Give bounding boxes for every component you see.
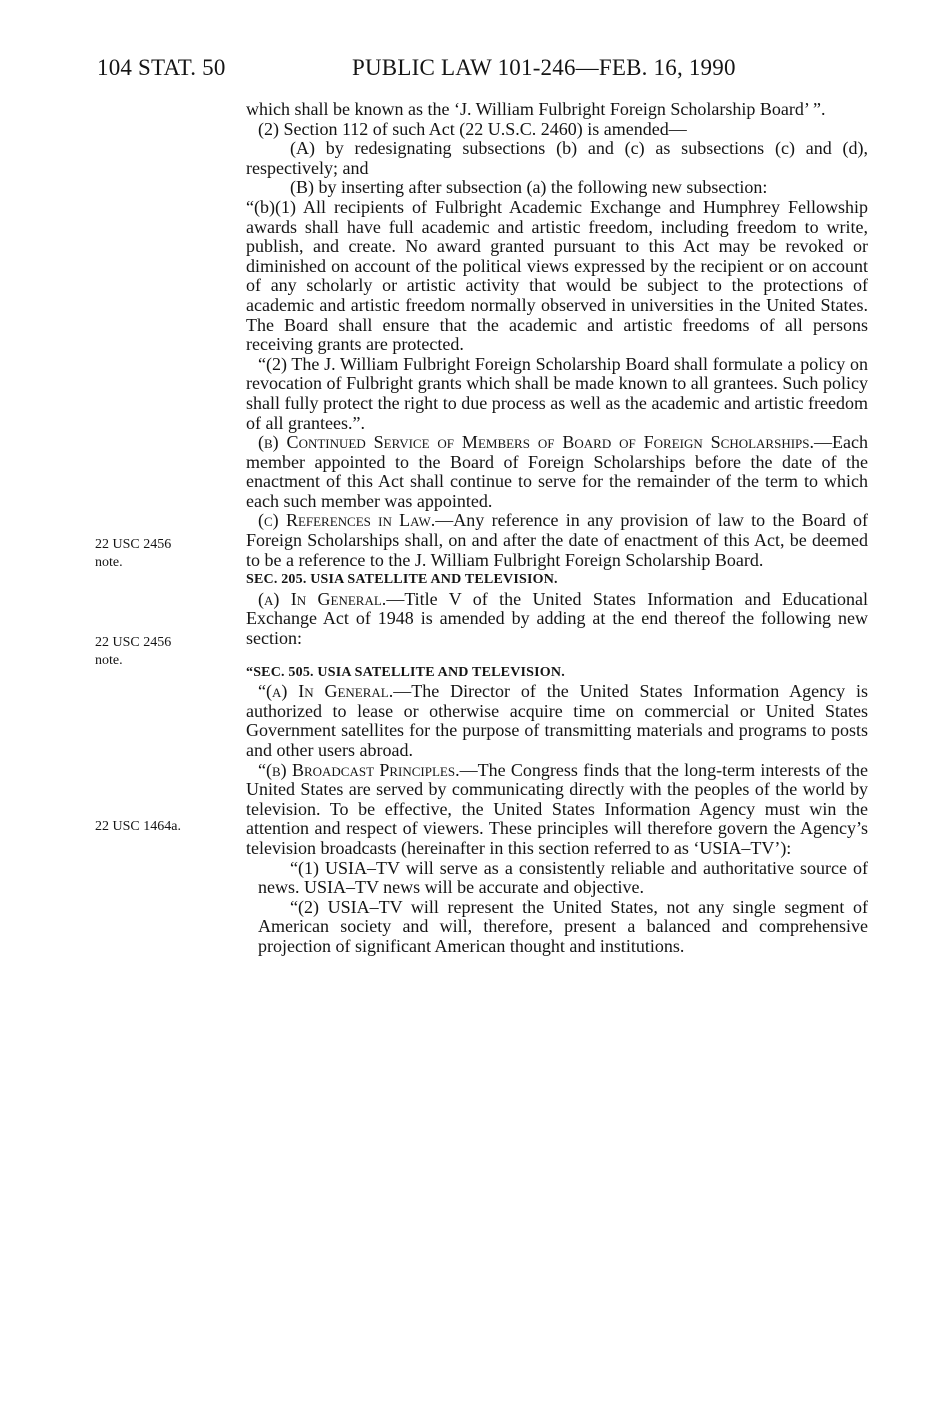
section-heading: SEC. 205. USIA SATELLITE AND TELEVISION. [246, 572, 558, 588]
statute-page-number: 104 STAT. 50 [97, 55, 226, 80]
margin-note-label: note. [95, 653, 123, 668]
paragraph [246, 682, 868, 760]
paragraph: “(2) The J. William Fulbright Foreign Scholarship Board shall formulate a policy on revocation of Fulbright grants which shall be made known to all grantees. Such policy shall fully protect the right to due process as well as the academic and artistic freedom of all grantees.”. [246, 353, 868, 433]
subsection-text: —Any reference in any provision of law to the Board of Foreign Scholarships shall, on and after the date of enactment of this Act, be deemed to be a reference to the J. William Fulbright Foreign Scholarship Board. [246, 510, 868, 570]
subsection-text: —Title V of the United States Information and Educational Exchange Act of 1948 is amended by adding at the end thereof the following new section: [246, 588, 869, 649]
paragraph: “(b)(1) All recipients of Fulbright Academic Exchange and Humphrey Fellowship awards shall have full academic and artistic freedom, including freedom to write, publish, and create. No award granted pursuant to this Act may be revoked or diminished on account of the political views expressed by the recipient or on account of any scholarly or artistic activity that would be subject to the protections of academic and artistic freedom normally observed in universities in the United States. The Board shall ensure that the academic and artistic freedoms of all persons receiving grants are protected. [246, 196, 868, 355]
margin-note-citation: 22 USC 2456 [95, 537, 172, 552]
page-title: PUBLIC LAW 101-246—FEB. 16, 1990 [352, 55, 736, 80]
margin-note [95, 634, 225, 670]
margin-note-citation: 22 USC 2456 [95, 635, 172, 650]
subsection-heading: (b) Continued Service of Members of Board of Foreign Scholarships. [258, 432, 815, 453]
paragraph [246, 590, 868, 649]
paragraph: “(1) USIA–TV will serve as a consistently reliable and authoritative source of news. USIA–TV news will be accurate and objective. [258, 857, 868, 898]
subsection-heading: (c) References in Law. [258, 510, 436, 531]
subsection-text: —Each member appointed to the Board of Foreign Scholarships before the date of the enactment of this Act shall continue to serve for the remainder of the term to which each such member was appointed. [246, 432, 868, 511]
paragraph [246, 433, 868, 511]
subsection-heading: “(b) Broadcast Principles. [258, 759, 460, 780]
margin-note [95, 536, 225, 572]
paragraph: “(2) USIA–TV will represent the United States, not any single segment of American society and will, therefore, present a balanced and comprehensive projection of significant American thought and institutions. [258, 896, 868, 956]
subsection-text: —The Congress finds that the long-term interests of the United States are served by communicating directly with the peoples of the world by television. To be effective, the United States Information Agency must win the attention and respect of viewers. These principles will therefore govern the Agency’s television broadcasts (hereinafter in this section referred to as ‘USIA–TV’): [246, 759, 868, 858]
paragraph: (B) by inserting after subsection (a) the following new subsection: [290, 177, 768, 198]
paragraph [246, 761, 868, 859]
paragraph: (A) by redesignating subsections (b) and (c) as subsections (c) and (d), respectively; and [246, 138, 868, 178]
margin-note [95, 818, 225, 836]
document-body [246, 100, 868, 957]
section-heading: “SEC. 505. USIA SATELLITE AND TELEVISION. [246, 664, 565, 680]
paragraph: which shall be known as the ‘J. William Fulbright Foreign Scholarship Board’ ”. [246, 99, 826, 119]
margin-note-label: note. [95, 555, 123, 570]
subsection-text: —The Director of the United States Information Agency is authorized to lease or otherwise acquire time on commercial or United States Government satellites for the purpose of transmitting materials and programs to posts and other users abroad. [246, 681, 868, 760]
subsection-heading: “(a) In General. [258, 681, 394, 702]
margin-note-citation: 22 USC 1464a. [95, 819, 181, 834]
paragraph: (2) Section 112 of such Act (22 U.S.C. 2460) is amended— [258, 118, 687, 139]
subsection-heading: (a) In General. [258, 588, 387, 609]
paragraph [246, 511, 868, 570]
